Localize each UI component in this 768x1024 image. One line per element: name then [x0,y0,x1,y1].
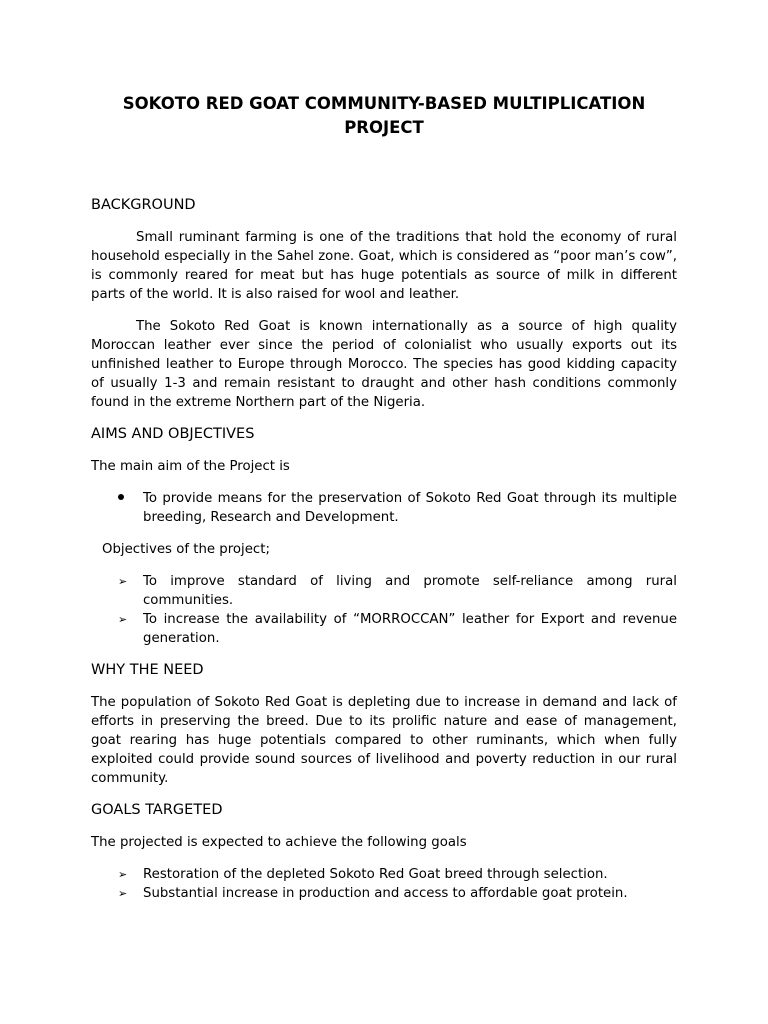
arrowhead-bullet-icon: ➢ [118,613,128,626]
arrowhead-bullet-icon: ➢ [118,575,128,588]
objective-item [91,610,677,648]
objectives-list [91,572,677,648]
goals-intro: The projected is expected to achieve the following goals [91,835,467,850]
goal-item [91,884,677,903]
objective-item-text: To increase the availability of “MORROCCAN” leather for Export and revenue generation. [143,612,677,646]
goal-item [91,865,677,884]
document-title: SOKOTO RED GOAT COMMUNITY-BASED MULTIPLICATION PROJECT [122,94,646,137]
background-heading: BACKGROUND [91,197,196,213]
aims-intro: The main aim of the Project is [91,459,290,474]
background-paragraph-1: Small ruminant farming is one of the traditions that hold the economy of rural household especially in the Sahel zone. Goat, which is considered as “poor man’s cow”, is commonly reared for meat but has huge potentials as source of milk in different parts of the world. It is also raised for wool and leather. [91,230,677,302]
aim-item [91,489,677,527]
aims-heading: AIMS AND OBJECTIVES [91,426,255,442]
objective-item-text: To improve standard of living and promote self-reliance among rural communities. [143,574,677,608]
goals-list [91,865,677,903]
need-paragraph: The population of Sokoto Red Goat is depleting due to increase in demand and lack of efforts in preserving the breed. Due to its prolific nature and ease of management, goat rearing has huge potentials compared to other ruminants, which when fully exploited could provide sound sources of livelihood and poverty reduction in our rural community. [91,695,677,786]
arrowhead-bullet-icon: ➢ [118,868,128,881]
need-heading: WHY THE NEED [91,662,204,678]
background-paragraph-2: The Sokoto Red Goat is known internationally as a source of high quality Moroccan leather ever since the period of colonialist who usually exports out its unfinished leather to Europe through Morocco. The species has good kidding capacity of usually 1-3 and remain resistant to draught and other hash conditions commonly found in the extreme Northern part of the Nigeria. [91,319,677,410]
aims-list [91,489,677,527]
arrowhead-bullet-icon: ➢ [118,887,128,900]
goals-heading: GOALS TARGETED [91,802,223,818]
objective-item [91,572,677,610]
goal-item-text: Substantial increase in production and access to affordable goat protein. [143,886,628,901]
aim-item-text: To provide means for the preservation of Sokoto Red Goat through its multiple breeding, Research and Development. [143,491,677,525]
goal-item-text: Restoration of the depleted Sokoto Red Goat breed through selection. [143,867,608,882]
objectives-intro: Objectives of the project; [102,542,270,557]
round-bullet-icon [118,489,132,508]
